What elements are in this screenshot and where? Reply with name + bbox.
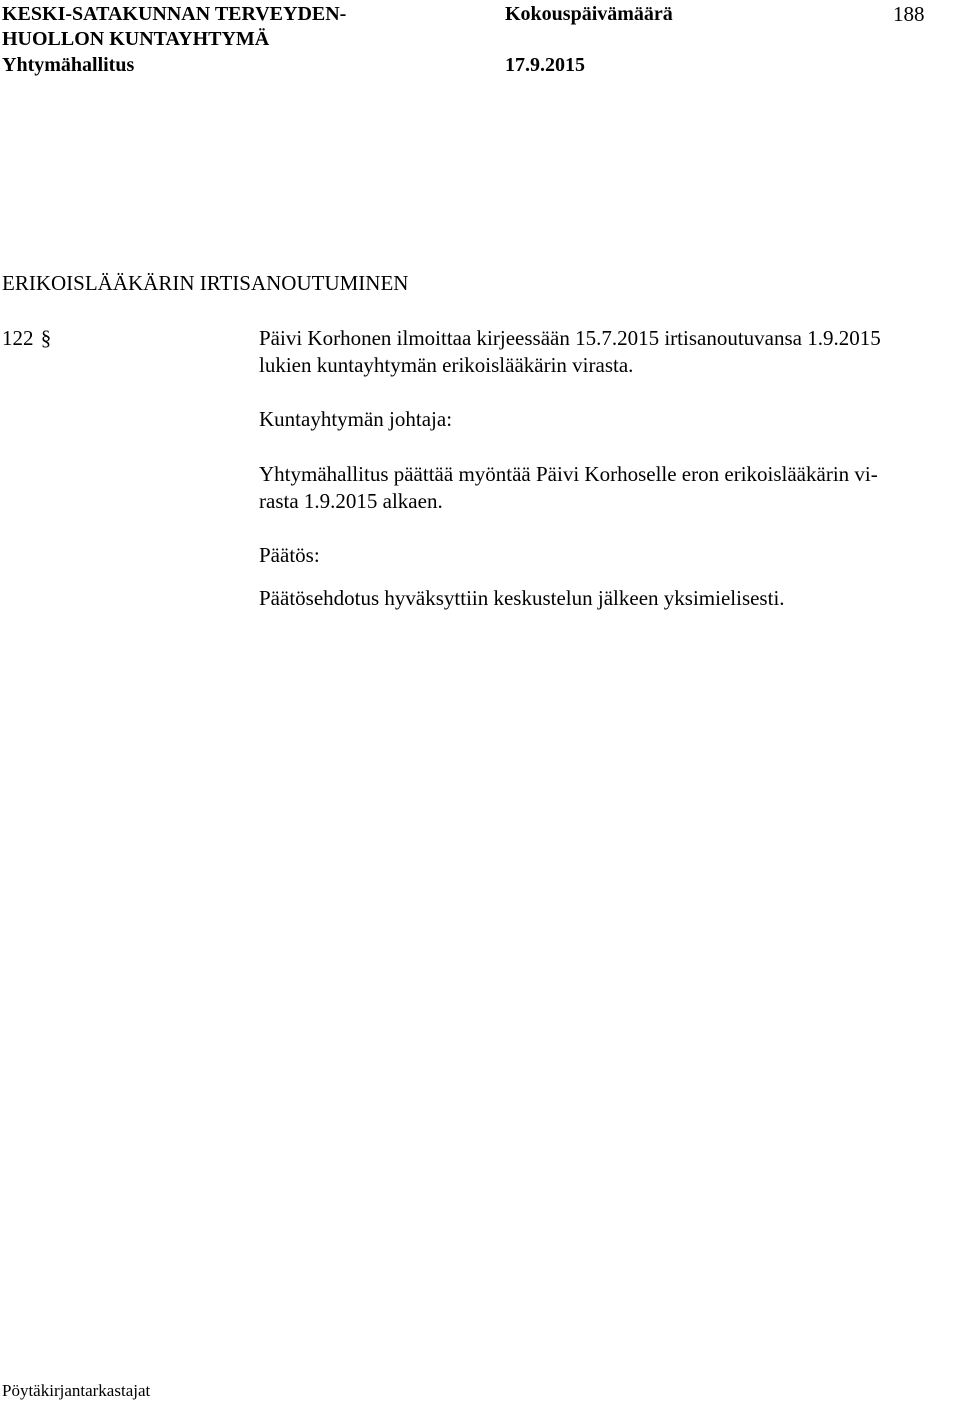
date-label: Kokouspäivämäärä <box>505 3 673 25</box>
section-number <box>2 325 51 351</box>
proposal-line1: Yhtymähallitus päättää myöntää Päivi Korhoselle eron erikoislääkärin vi- <box>259 462 878 486</box>
section-symbol: § <box>40 326 52 350</box>
decision-heading: Päätös: <box>259 543 320 567</box>
org-name-line2: HUOLLON KUNTAYHTYMÄ <box>2 28 270 50</box>
section-number-value: 122 <box>2 326 34 350</box>
meeting-date: 17.9.2015 <box>505 54 585 76</box>
footer-label: Pöytäkirjantarkastajat <box>2 1381 151 1400</box>
decision-text: Päätösehdotus hyväksyttiin keskustelun jälkeen yksimielisesti. <box>259 586 785 610</box>
org-name-line1: KESKI-SATAKUNNAN TERVEYDEN- <box>2 3 347 25</box>
intro-line1: Päivi Korhonen ilmoittaa kirjeessään 15.7.2015 irtisanoutuvansa 1.9.2015 <box>259 326 881 350</box>
page-number: 188 <box>893 2 925 26</box>
proposal-heading: Kuntayhtymän johtaja: <box>259 407 453 431</box>
section-title: ERIKOISLÄÄKÄRIN IRTISANOUTUMINEN <box>2 271 409 295</box>
intro-line2: lukien kuntayhtymän erikoislääkärin virasta. <box>259 353 634 377</box>
proposal-line2: rasta 1.9.2015 alkaen. <box>259 489 443 513</box>
body-name: Yhtymähallitus <box>2 54 135 76</box>
